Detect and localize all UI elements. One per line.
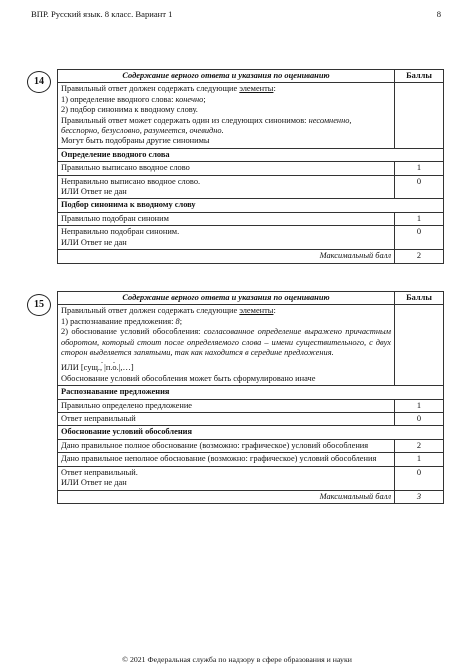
score-cell: 1 [395, 162, 444, 175]
document-title: ВПР. Русский язык. 8 класс. Вариант 1 [31, 9, 173, 19]
score-cell: 2 [395, 439, 444, 452]
table-row: Дано правильное полное обоснование (возможно: графическое) условий обособления 2 [58, 439, 444, 452]
max-score-label: Максимальный балл [58, 250, 395, 263]
page-number: 8 [436, 9, 441, 19]
max-score-value: 3 [395, 490, 444, 503]
column-header-score: Баллы [395, 70, 444, 83]
table-row: Правильно определено предложение 1 [58, 399, 444, 412]
table-row: Неправильно подобран синоним. ИЛИ Ответ не дан 0 [58, 226, 444, 250]
column-header-content: Содержание верного ответа и указания по оцениванию [58, 70, 395, 83]
table-row: Ответ неправильный 0 [58, 413, 444, 426]
answer-description: Правильный ответ должен содержать следующие элементы: 1) определение вводного слова: конечно; 2) подбор синонима к вводному слову. Правильный ответ может содержать один из следующих синонимов: несомненно, бесспорно, безусловно, разумеется, очевидно. Могут быть подобраны другие синонимы [58, 83, 395, 148]
section-title: Обоснование условий обособления [58, 426, 444, 439]
score-cell: 0 [395, 175, 444, 199]
max-score-value: 2 [395, 250, 444, 263]
table-row: Дано правильное неполное обоснование (возможно: графическое) условий обособления 1 [58, 453, 444, 466]
table-row: Неправильно выписано вводное слово. ИЛИ Ответ не дан 0 [58, 175, 444, 199]
column-header-score: Баллы [395, 292, 444, 305]
answer-description: Правильный ответ должен содержать следующие элементы: 1) распознавание предложения: 8; 2) обоснование условий обособления: согласованное определение выражено причастным оборотом, который стоит после определяемого слова – имени существительного, с двух сторон выделяется запятыми, так как находится в середине предложения. . . ИЛИ [сущ., |п.о.|,…] Обоснование условий обособления может быть сформулировано иначе [58, 305, 395, 386]
page-footer: © 2021 Федеральная служба по надзору в сфере образования и науки [122, 655, 352, 664]
column-header-content: Содержание верного ответа и указания по оцениванию [58, 292, 395, 305]
synonyms-list: несомненно, бесспорно, безусловно, разумеется, очевидно. [61, 115, 352, 136]
table-row: Ответ неправильный. ИЛИ Ответ не дан 0 [58, 466, 444, 490]
isolation-explanation: согласованное определение выражено причастным оборотом, который стоит после определяемого слова – имени существительного, с двух сторон выделяется запятыми, так как находится в середине предложения. [61, 327, 391, 358]
syntax-formula: ИЛИ [сущ., |п.о.|,…] [61, 363, 134, 373]
table-row: Правильно подобран синоним 1 [58, 212, 444, 225]
max-score-row [58, 490, 444, 503]
task-number-badge: 14 [27, 71, 51, 93]
answer-sentence-number: 8 [175, 316, 180, 326]
score-cell: 0 [395, 413, 444, 426]
answer-word: конечно [175, 94, 204, 104]
grading-table-task-14 [57, 69, 444, 264]
syntax-marks: . . [101, 356, 115, 366]
section-title: Определение вводного слова [58, 148, 444, 161]
score-cell: 0 [395, 226, 444, 250]
score-cell: 0 [395, 466, 444, 490]
table-row: Правильно выписано вводное слово 1 [58, 162, 444, 175]
section-title: Подбор синонима к вводному слову [58, 199, 444, 212]
elements-link: элементы [239, 84, 274, 94]
elements-link: элементы [239, 306, 274, 316]
section-title: Распознавание предложения [58, 386, 444, 399]
max-score-label: Максимальный балл [58, 490, 395, 503]
task-number-badge: 15 [27, 294, 51, 316]
score-cell: 1 [395, 212, 444, 225]
grading-table-task-15 [57, 291, 444, 504]
score-cell: 1 [395, 399, 444, 412]
score-cell: 1 [395, 453, 444, 466]
max-score-row [58, 250, 444, 263]
